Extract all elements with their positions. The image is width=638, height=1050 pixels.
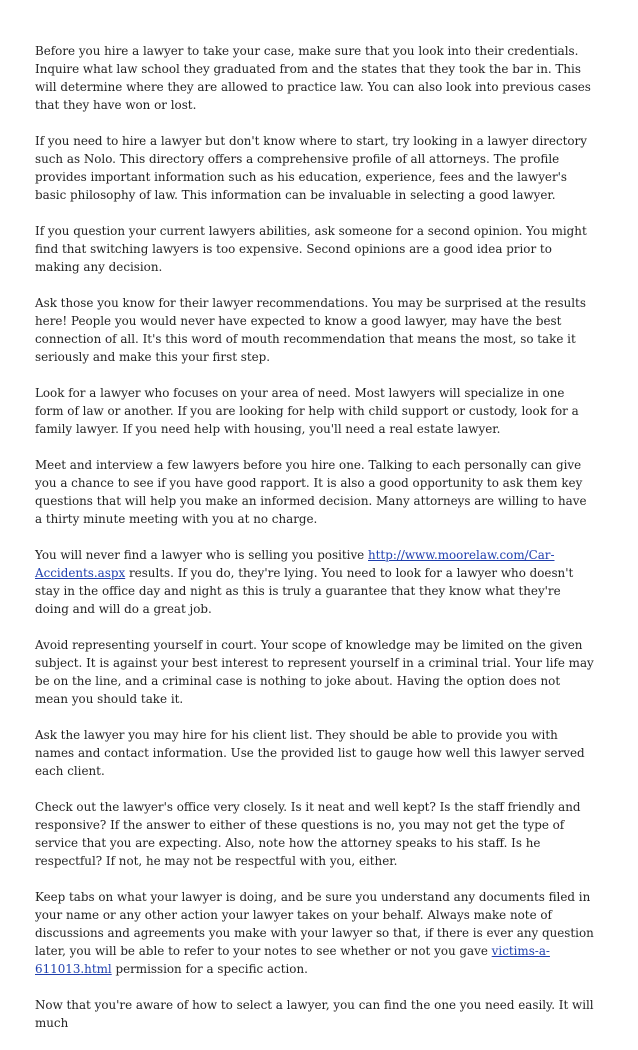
paragraph-p4 xyxy=(35,294,595,366)
paragraph-text: Avoid representing yourself in court. Your scope of knowledge may be limited on the given subject. It is against your best interest to represent yourself in a criminal trial. Your life may be on the line, and a criminal case is nothing to joke about. Having the option does not mean you should take it. xyxy=(35,638,594,706)
paragraph-p9 xyxy=(35,726,595,780)
paragraph-p1 xyxy=(35,42,595,114)
paragraph-text: Meet and interview a few lawyers before you hire one. Talking to each personally can give you a chance to see if you have good rapport. It is also a good opportunity to ask them key questions that will help you make an informed decision. Many attorneys are willing to have a thirty minute meeting with you at no charge. xyxy=(35,458,587,526)
paragraph-p8 xyxy=(35,636,595,708)
paragraph-text: If you question your current lawyers abilities, ask someone for a second opinion. You might find that switching lawyers is too expensive. Second opinions are a good idea prior to making any decision. xyxy=(35,224,587,274)
paragraph-p7 xyxy=(35,546,595,618)
document-page xyxy=(35,42,595,1050)
paragraph-text: Ask those you know for their lawyer recommendations. You may be surprised at the results here! People you would never have expected to know a good lawyer, may have the best connection of all. It's this word of mouth recommendation that means the most, so take it seriously and make this your first step. xyxy=(35,296,586,364)
paragraph-text: Check out the lawyer's office very closely. Is it neat and well kept? Is the staff friendly and responsive? If the answer to either of these questions is no, you may not get the type of service that you are expecting. Also, note how the attorney speaks to his staff. Is he respectful? If not, he may not be respectful with you, either. xyxy=(35,800,581,868)
paragraph-text: Before you hire a lawyer to take your case, make sure that you look into their credentials. Inquire what law school they graduated from and the states that they took the bar in. This will determine where they are allowed to practice law. You can also look into previous cases that they have won or lost. xyxy=(35,44,591,112)
paragraph-p10 xyxy=(35,798,595,870)
paragraph-p6 xyxy=(35,456,595,528)
paragraph-text: Ask the lawyer you may hire for his client list. They should be able to provide you with names and contact information. Use the provided list to gauge how well this lawyer served each client. xyxy=(35,728,585,778)
paragraph-p3 xyxy=(35,222,595,276)
paragraph-p2 xyxy=(35,132,595,204)
paragraph-text: permission for a specific action. xyxy=(111,962,308,976)
paragraph-p12 xyxy=(35,996,595,1032)
paragraph-text: results. If you do, they're lying. You need to look for a lawyer who doesn't stay in the office day and night as this is truly a guarantee that they know what they're doing and will do a great job. xyxy=(35,566,574,616)
paragraph-text: Now that you're aware of how to select a lawyer, you can find the one you need easily. It will much xyxy=(35,998,594,1030)
paragraph-text: If you need to hire a lawyer but don't know where to start, try looking in a lawyer directory such as Nolo. This directory offers a comprehensive profile of all attorneys. The profile provides important information such as his education, experience, fees and the lawyer's basic philosophy of law. This information can be invaluable in selecting a good lawyer. xyxy=(35,134,587,202)
paragraph-text: Keep tabs on what your lawyer is doing, and be sure you understand any documents filed in your name or any other action your lawyer takes on your behalf. Always make note of discussions and agreements you make with your lawyer so that, if there is ever any question later, you will be able to refer to your notes to see whether or not you gave xyxy=(35,890,594,958)
hyperlink[interactable]: victims-a-611013.html xyxy=(35,944,550,976)
hyperlink[interactable]: http://www.moorelaw.com/Car-Accidents.aspx xyxy=(35,548,555,580)
paragraph-p11 xyxy=(35,888,595,978)
paragraph-text: Look for a lawyer who focuses on your area of need. Most lawyers will specialize in one form of law or another. If you are looking for help with child support or custody, look for a family lawyer. If you need help with housing, you'll need a real estate lawyer. xyxy=(35,386,579,436)
paragraph-text: You will never find a lawyer who is selling you positive xyxy=(35,548,368,562)
paragraph-p5 xyxy=(35,384,595,438)
